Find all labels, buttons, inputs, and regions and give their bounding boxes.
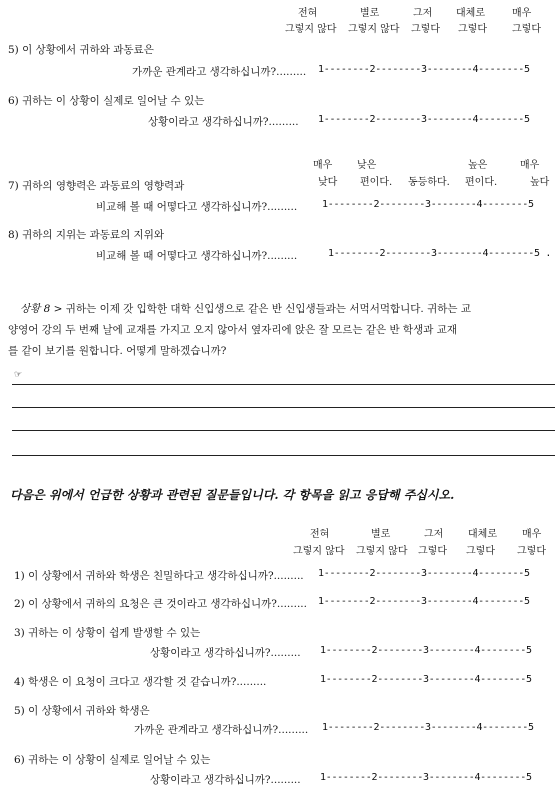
question-5-scale[interactable]: 1--------2--------3--------4--------5 [318,64,530,75]
scale3-header-top-2: 별로 [371,529,391,540]
answer-line-3[interactable] [12,430,555,431]
scale3-header-top-5: 매우 [522,529,542,540]
question-5-text-cont: 가까운 관계라고 생각하십니까?......... [132,66,307,78]
scale-header-top-3: 그저 [413,8,433,19]
scale2-header-top-4: 매우 [520,160,540,171]
scale-header-bottom-1: 그렇지 않다 [285,24,337,35]
question-5-text: 5) 이 상황에서 귀하와 과동료은 [8,44,154,56]
scale3-header-bottom-5: 그렇다 [517,546,546,557]
b3-question-6-text-cont: 상황이라고 생각하십니까?......... [150,774,301,786]
scale2-header-bottom-1: 낮다 [318,177,338,188]
b3-question-3-scale[interactable]: 1--------2--------3--------4--------5 [320,645,532,656]
answer-line-1[interactable] [12,384,555,385]
scale2-header-top-3: 높은 [468,160,488,171]
instruction-text: 다음은 위에서 언급한 상황과 관련된 질문들입니다. 각 항목을 읽고 응답해 주십시오. [10,488,455,502]
question-7-text: 7) 귀하의 영향력은 과동료의 영향력과 [8,180,185,192]
scale3-header-top-1: 전혀 [310,529,330,540]
question-8-text: 8) 귀하의 지위는 과동료의 지위와 [8,229,164,241]
scale-header-top-5: 매우 [512,8,532,19]
b3-question-5-text: 5) 이 상황에서 귀하와 학생은 [14,705,150,717]
situation-line-1 [20,299,471,320]
situation-label: 상황 8 > [20,303,63,315]
scale3-header-bottom-2: 그렇지 않다 [356,546,408,557]
answer-mark-icon: ☞ [14,370,23,380]
question-8-text-cont: 비교해 볼 때 어떻다고 생각하십니까?......... [96,250,298,262]
b3-question-6-text: 6) 귀하는 이 상황이 실제로 일어날 수 있는 [14,754,211,766]
situation-line-3: 를 같이 보기를 원합니다. 어떻게 말하겠습니까? [8,345,227,357]
scale3-header-top-4: 대체로 [468,529,497,540]
question-7-text-cont: 비교해 볼 때 어떻다고 생각하십니까?......... [96,201,298,213]
b3-question-6-scale[interactable]: 1--------2--------3--------4--------5 [320,772,532,783]
scale2-header-bottom-5: 높다 [530,177,550,188]
scale-header-bottom-4: 그렇다 [458,24,487,35]
b3-question-2-text: 2) 이 상황에서 귀하의 요청은 큰 것이라고 생각하십니까?......... [14,598,307,610]
scale2-header-top-2: 낮은 [357,160,377,171]
scale3-header-bottom-3: 그렇다 [418,546,447,557]
b3-question-3-text-cont: 상황이라고 생각하십니까?......... [150,647,301,659]
b3-question-5-scale[interactable]: 1--------2--------3--------4--------5 [322,722,534,733]
scale3-header-bottom-4: 그렇다 [466,546,495,557]
scale-header-top-1: 전혀 [298,8,318,19]
scale-header-bottom-5: 그렇다 [512,24,541,35]
question-6-scale[interactable]: 1--------2--------3--------4--------5 [318,114,530,125]
question-6-text: 6) 귀하는 이 상황이 실제로 일어날 수 있는 [8,95,205,107]
b3-question-1-scale[interactable]: 1--------2--------3--------4--------5 [318,568,530,579]
b3-question-3-text: 3) 귀하는 이 상황이 쉽게 발생할 수 있는 [14,627,201,639]
b3-question-4-text: 4) 학생은 이 요청이 크다고 생각할 것 같습니까?......... [14,676,267,688]
scale2-header-bottom-4: 편이다. [465,177,498,188]
scale-header-bottom-2: 그렇지 않다 [348,24,400,35]
scale2-header-bottom-2: 편이다. [360,177,393,188]
scale-header-top-2: 별로 [360,8,380,19]
question-6-text-cont: 상황이라고 생각하십니까?......... [148,116,299,128]
scale2-header-top-1: 매우 [313,160,333,171]
b3-question-5-text-cont: 가까운 관계라고 생각하십니까?......... [134,724,309,736]
scale3-header-top-3: 그저 [424,529,444,540]
answer-line-2[interactable] [12,407,555,408]
b3-question-1-text: 1) 이 상황에서 귀하와 학생은 친밀하다고 생각하십니까?......... [14,570,304,582]
scale-header-top-4: 대체로 [456,8,485,19]
answer-line-4[interactable] [12,455,555,456]
question-8-scale[interactable]: 1--------2--------3--------4--------5 . [328,248,552,259]
question-7-scale[interactable]: 1--------2--------3--------4--------5 [322,199,534,210]
scale2-header-bottom-3: 동등하다. [408,177,450,188]
b3-question-4-scale[interactable]: 1--------2--------3--------4--------5 [320,674,532,685]
scale-header-bottom-3: 그렇다 [411,24,440,35]
situation-line-2: 양영어 강의 두 번째 날에 교재를 가지고 오지 않아서 옆자리에 앉은 잘 모르는 같은 반 학생과 교재 [8,324,457,336]
b3-question-2-scale[interactable]: 1--------2--------3--------4--------5 [318,596,530,607]
scale3-header-bottom-1: 그렇지 않다 [293,546,345,557]
situation-text-1: 귀하는 이제 갓 입학한 대학 신입생으로 같은 반 신입생들과는 서먹서먹합니다. 귀하는 교 [65,303,471,315]
